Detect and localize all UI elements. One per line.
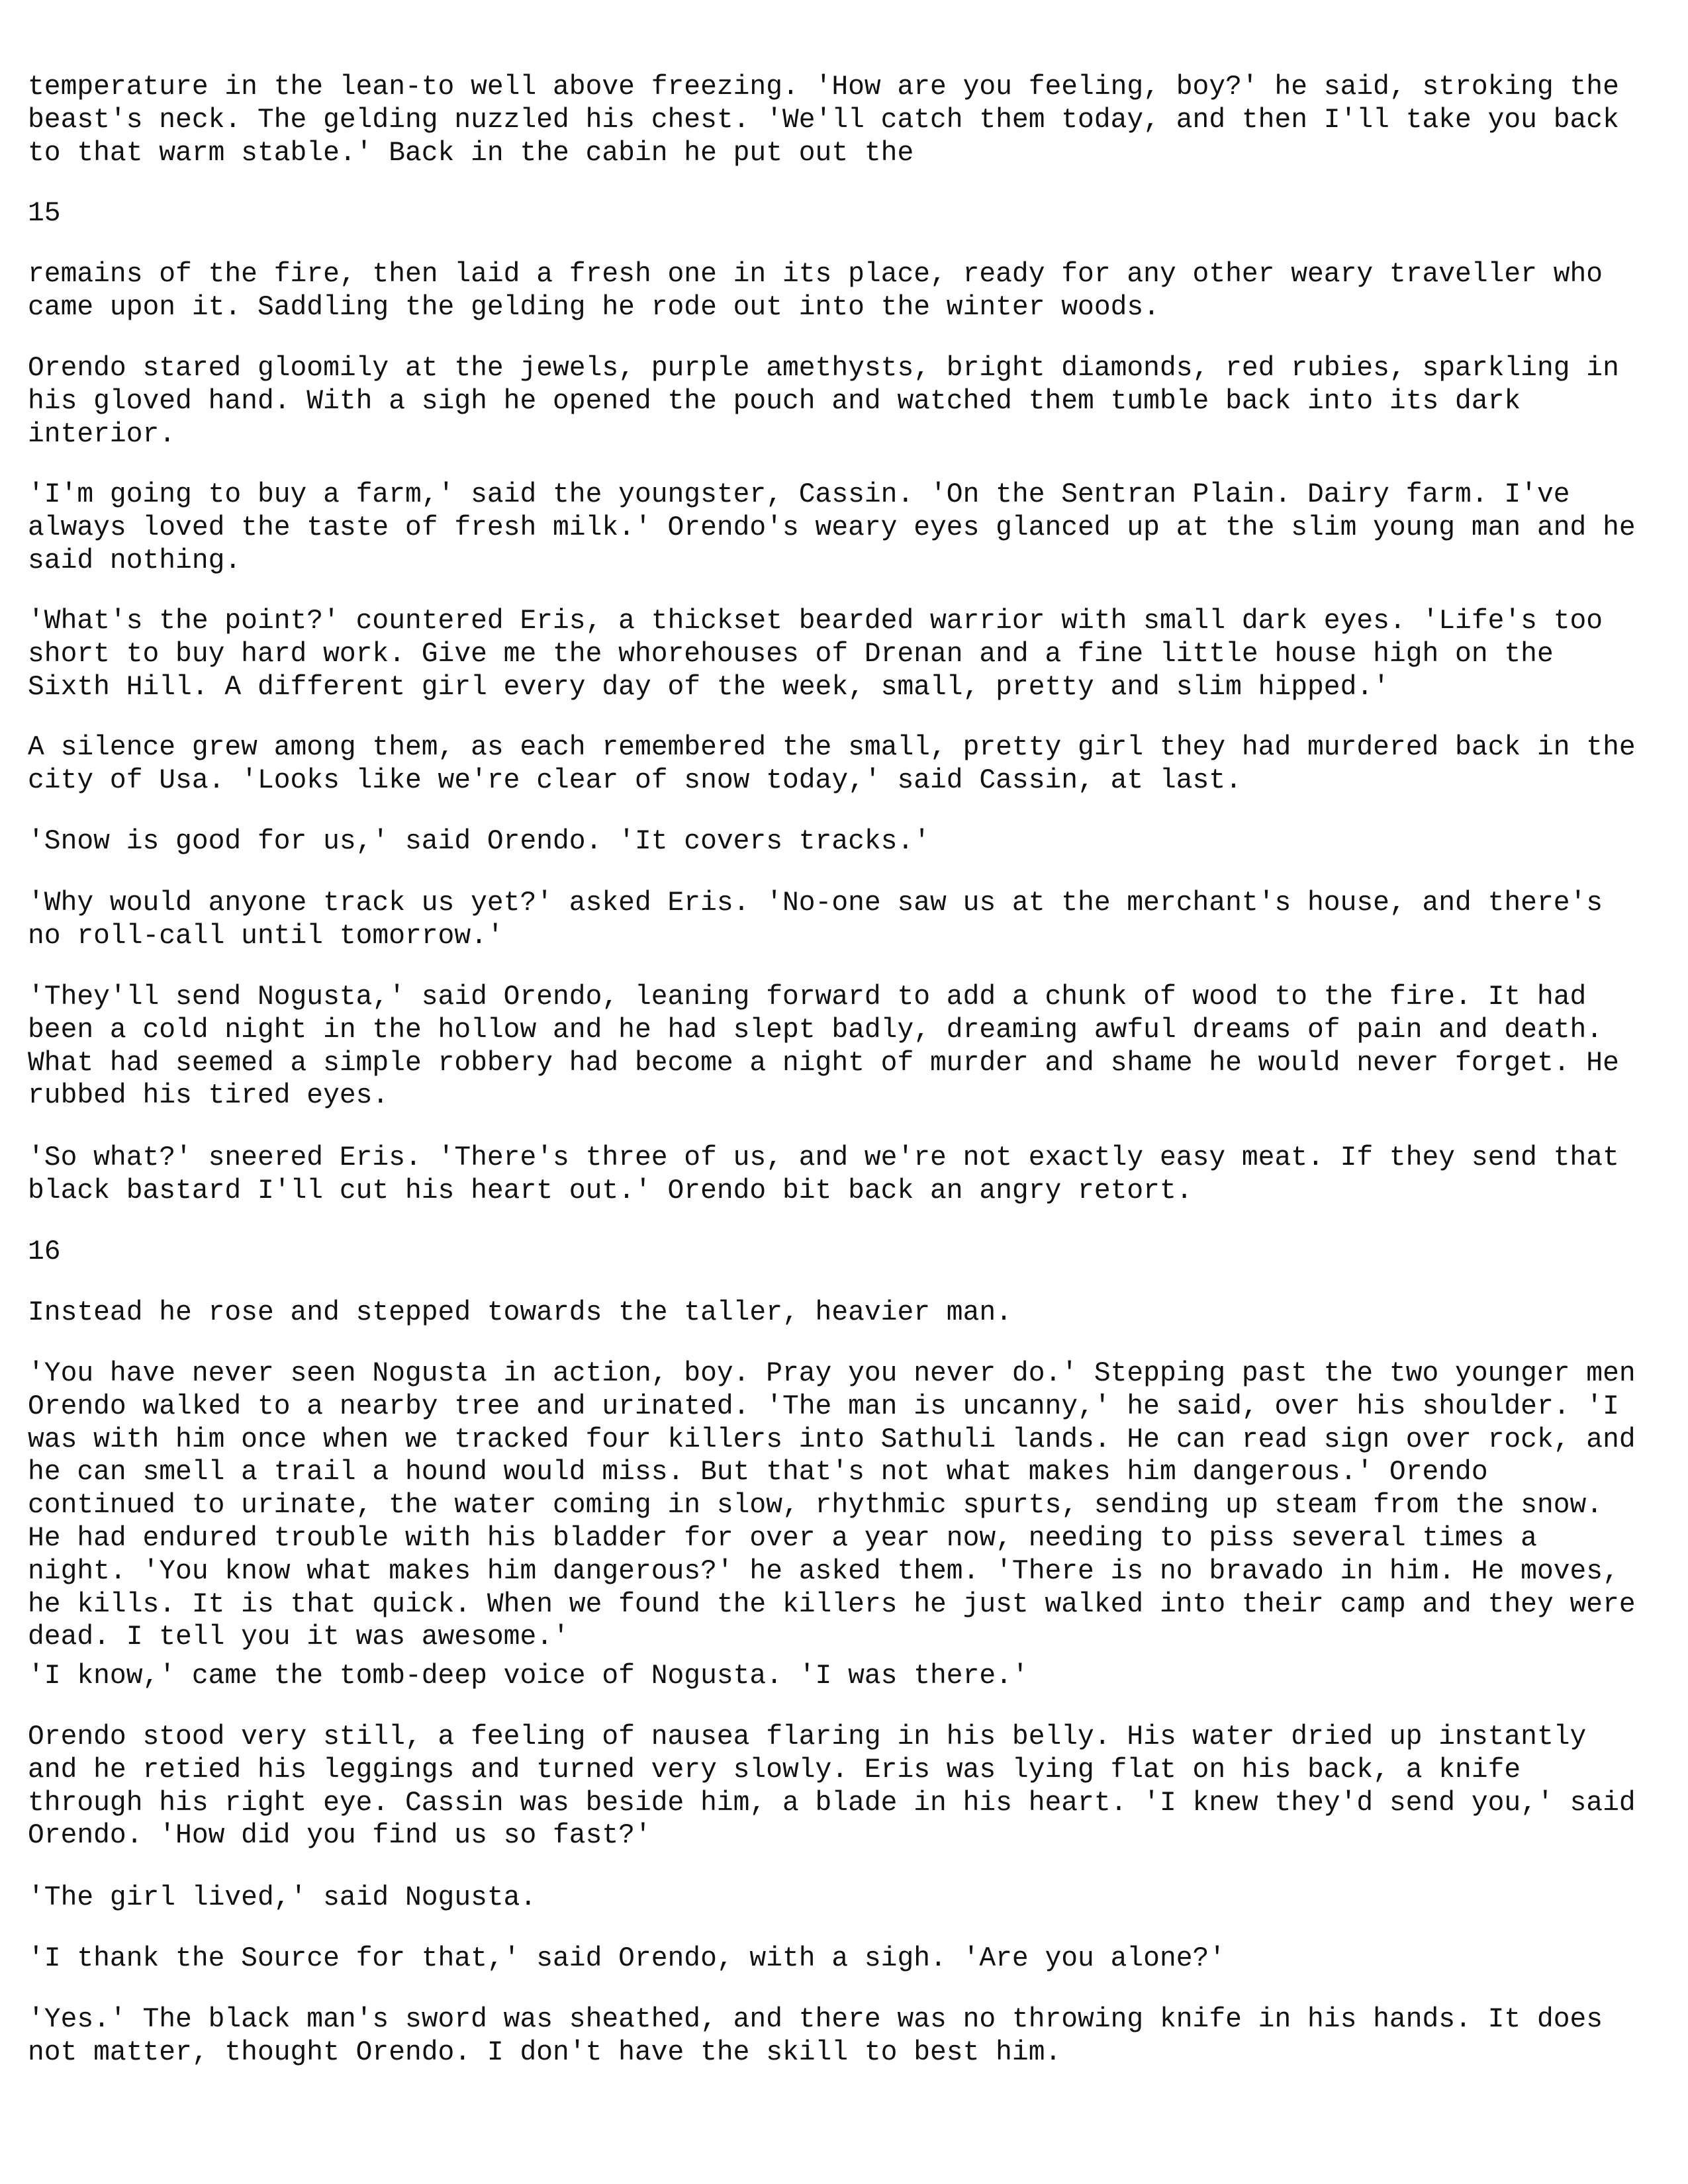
page-number: 16 xyxy=(28,1237,61,1267)
paragraph: Instead he rose and stepped towards the taller, heavier man. xyxy=(28,1298,1012,1328)
paragraph: 'Yes.' The black man's sword was sheathed, and there was no throwing knife in his hands. It does not matter, thought Orendo. I don't have the skill to best him. xyxy=(28,2005,1603,2068)
paragraph: temperature in the lean-to well above freezing. 'How are you feeling, boy?' he said, stroking the beast's neck. The gelding nuzzled his chest. 'We'll catch them today, and then I'll take you back to that warm stable.' Back in the cabin he put out the xyxy=(28,72,1619,169)
paragraph: A silence grew among them, as each remembered the small, pretty girl they had murdered back in the city of Usa. 'Looks like we're clear of snow today,' said Cassin, at last. xyxy=(28,733,1636,796)
paragraph: remains of the fire, then laid a fresh one in its place, ready for any other weary traveller who came upon it. Saddling the gelding he rode out into the winter woods. xyxy=(28,259,1603,323)
paragraph: 'Why would anyone track us yet?' asked Eris. 'No-one saw us at the merchant's house, and there's no roll-call until tomorrow.' xyxy=(28,888,1603,952)
paragraph: 'I thank the Source for that,' said Orendo, with a sigh. 'Are you alone?' xyxy=(28,1944,1226,1974)
paragraph: Orendo stared gloomily at the jewels, purple amethysts, bright diamonds, red rubies, sparkling in his gloved hand. With a sigh he opened the pouch and watched them tumble back into its dark interior. xyxy=(28,353,1619,450)
paragraph: Orendo stood very still, a feeling of nausea flaring in his belly. His water dried up instantly and he retied his leggings and turned very slowly. Eris was lying flat on his back, a knife through his right eye. Cassin was beside him, a blade in his heart. 'I knew they'd send you,' said Orendo. 'How did you find us so fast?' xyxy=(28,1722,1636,1852)
paragraph: 'I know,' came the tomb-deep voice of Nogusta. 'I was there.' xyxy=(28,1661,1029,1692)
paragraph: 'You have never seen Nogusta in action, boy. Pray you never do.' Stepping past the two younger men Orendo walked to a nearby tree and urinated. 'The man is uncanny,' he said, over his shoulder. 'I was with him once when we tracked four killers into Sathuli lands. He can read sign over rock, and he can smell a trail a hound would miss. But that's not what makes him dangerous.' Orendo continued to urinate, the water coming in slow, rhythmic spurts, sending up steam from the snow. He had endured trouble with his bladder for over a year now, needing to piss several times a night. 'You know what makes him dangerous?' he asked them. 'There is no bravado in him. He moves, he kills. It is that quick. When we found the killers he just walked into their camp and they were dead. I tell you it was awesome.' xyxy=(28,1359,1636,1653)
book-page xyxy=(28,0,1669,2184)
paragraph: 'They'll send Nogusta,' said Orendo, leaning forward to add a chunk of wood to the fire. It had been a cold night in the hollow and he had slept badly, dreaming awful dreams of pain and death. What had seemed a simple robbery had become a night of murder and shame he would never forget. He rubbed his tired eyes. xyxy=(28,982,1619,1112)
paragraph: 'So what?' sneered Eris. 'There's three of us, and we're not exactly easy meat. If they send that black bastard I'll cut his heart out.' Orendo bit back an angry retort. xyxy=(28,1143,1619,1206)
page-number: 15 xyxy=(28,199,61,229)
paragraph: 'What's the point?' countered Eris, a thickset bearded warrior with small dark eyes. 'Life's too short to buy hard work. Give me the whorehouses of Drenan and a fine little house high on the Sixth Hill. A different girl every day of the week, small, pretty and slim hipped.' xyxy=(28,606,1603,703)
paragraph: 'The girl lived,' said Nogusta. xyxy=(28,1883,537,1913)
paragraph: 'I'm going to buy a farm,' said the youngster, Cassin. 'On the Sentran Plain. Dairy farm. I've always loved the taste of fresh milk.' Orendo's weary eyes glanced up at the slim young man and he said nothing. xyxy=(28,480,1636,576)
paragraph: 'Snow is good for us,' said Orendo. 'It covers tracks.' xyxy=(28,827,931,857)
